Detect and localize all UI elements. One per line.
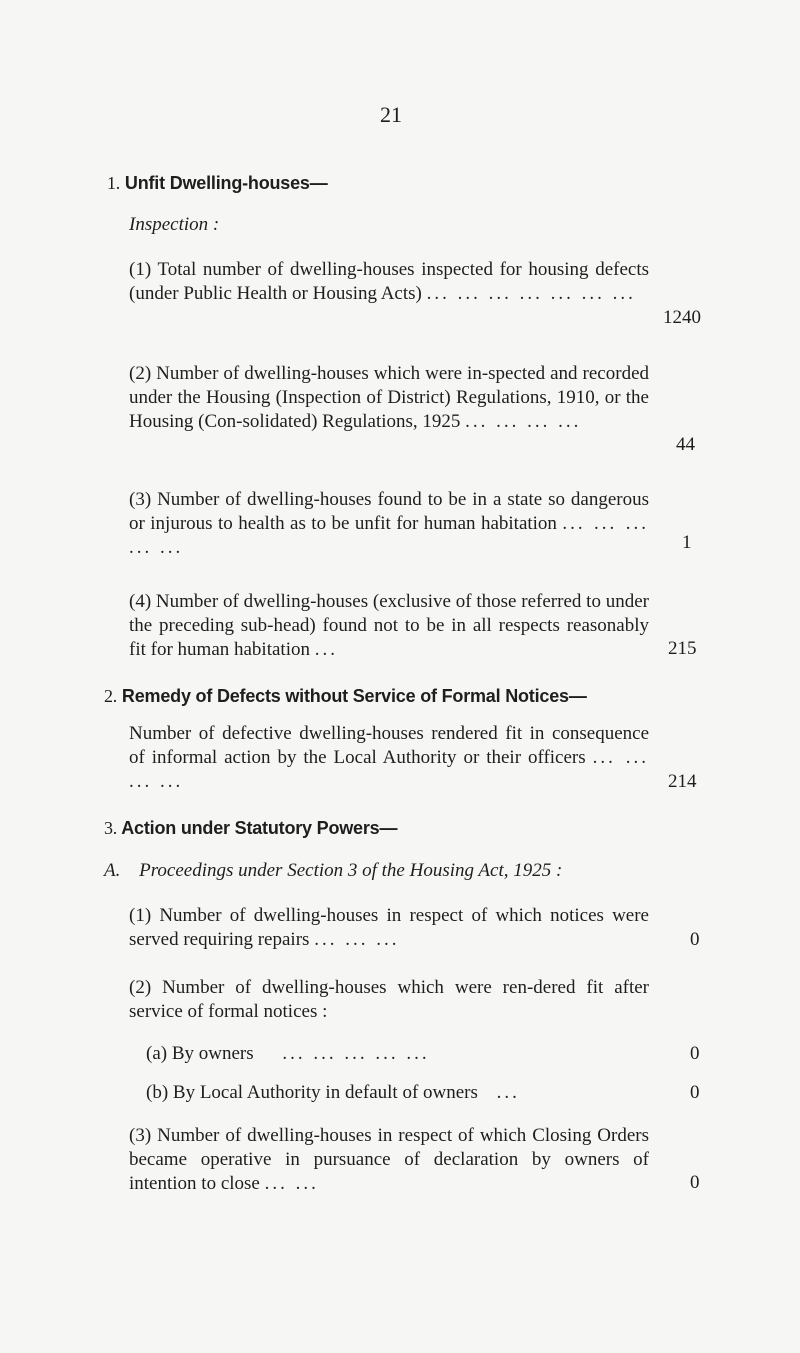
leader-dots: ... ... ... ...	[129, 747, 650, 792]
statutory-item-1-value: 0	[690, 929, 700, 950]
statutory-item-2	[129, 976, 649, 1024]
inspection-item-2	[129, 362, 649, 434]
inspection-item-2-value: 44	[676, 434, 695, 455]
item-text: (2) Number of dwelling-houses which were in-spected and recorded under the Housing (Inspection of District) Regulations, 1910, or the Housing (Con-solidated) Regulations, 1925	[129, 363, 649, 432]
leader-dots: ... ... ... ...	[465, 411, 582, 432]
item-text: Number of defective dwelling-houses rendered fit in consequence of informal action by the Local Authority or their officers	[129, 723, 649, 768]
leader-dots: ... ... ...	[314, 929, 400, 950]
leader-dots: ... ... ... ... ...	[129, 513, 649, 558]
subsection-a-heading	[104, 860, 562, 882]
item-text: (3) Number of dwelling-houses found to be in a state so dangerous or injurous to health as to be unfit for human habitation	[129, 489, 649, 534]
statutory-item-2a	[146, 1043, 646, 1065]
statutory-item-2a-value: 0	[690, 1043, 700, 1064]
leader-dots: ...	[314, 639, 338, 660]
subsection-a-title: Proceedings under Section 3 of the Housing Act, 1925 :	[139, 860, 563, 881]
item-text: (3) Number of dwelling-houses in respect of which Closing Orders became operative in pursuance of declaration by owners of intention to close	[129, 1125, 649, 1194]
leader-dots: ... ... ... ... ... ... ...	[426, 283, 636, 304]
statutory-item-1	[129, 904, 649, 952]
leader-dots: ...	[496, 1082, 520, 1103]
item-text: (2) Number of dwelling-houses which were ren-dered fit after service of formal notices :	[129, 977, 649, 1022]
section-3-heading	[104, 818, 397, 839]
item-text: (4) Number of dwelling-houses (exclusive of those referred to under the preceding sub-head) found not to be in all respects reasonably fit for human habitation	[129, 591, 649, 660]
inspection-subheading: Inspection :	[129, 214, 220, 235]
statutory-item-2b	[146, 1082, 666, 1104]
statutory-item-3-value: 0	[690, 1172, 700, 1193]
item-text: (1) Total number of dwelling-houses inspected for housing defects (under Public Health or Housing Acts)	[129, 259, 649, 304]
inspection-item-1-value: 1240	[663, 307, 701, 328]
leader-dots: ... ...	[264, 1173, 319, 1194]
inspection-item-3-value: 1	[682, 532, 692, 553]
page-number: 21	[380, 102, 402, 127]
inspection-item-1	[129, 258, 649, 306]
remedy-item	[129, 722, 649, 794]
inspection-item-4	[129, 590, 649, 662]
section-3-title: Action under Statutory Powers—	[121, 818, 398, 838]
statutory-item-3	[129, 1124, 649, 1196]
section-3-number: 3.	[104, 818, 118, 838]
item-text: (1) Number of dwelling-houses in respect of which notices were served requiring repairs	[129, 905, 649, 950]
item-text: (a) By owners	[146, 1043, 254, 1064]
statutory-item-2b-value: 0	[690, 1082, 700, 1103]
subsection-a-label: A.	[104, 860, 121, 881]
section-1-heading	[107, 173, 328, 194]
section-2-heading	[104, 686, 587, 707]
remedy-value: 214	[668, 771, 697, 792]
inspection-item-4-value: 215	[668, 638, 697, 659]
section-1-number: 1.	[107, 173, 121, 193]
leader-dots: ... ... ... ... ...	[282, 1043, 430, 1064]
inspection-item-3	[129, 488, 649, 560]
section-1-title: Unfit Dwelling-houses—	[124, 173, 328, 193]
item-text: (b) By Local Authority in default of owners	[146, 1082, 478, 1103]
section-2-title: Remedy of Defects without Service of Formal Notices—	[121, 686, 587, 706]
section-2-number: 2.	[104, 686, 118, 706]
